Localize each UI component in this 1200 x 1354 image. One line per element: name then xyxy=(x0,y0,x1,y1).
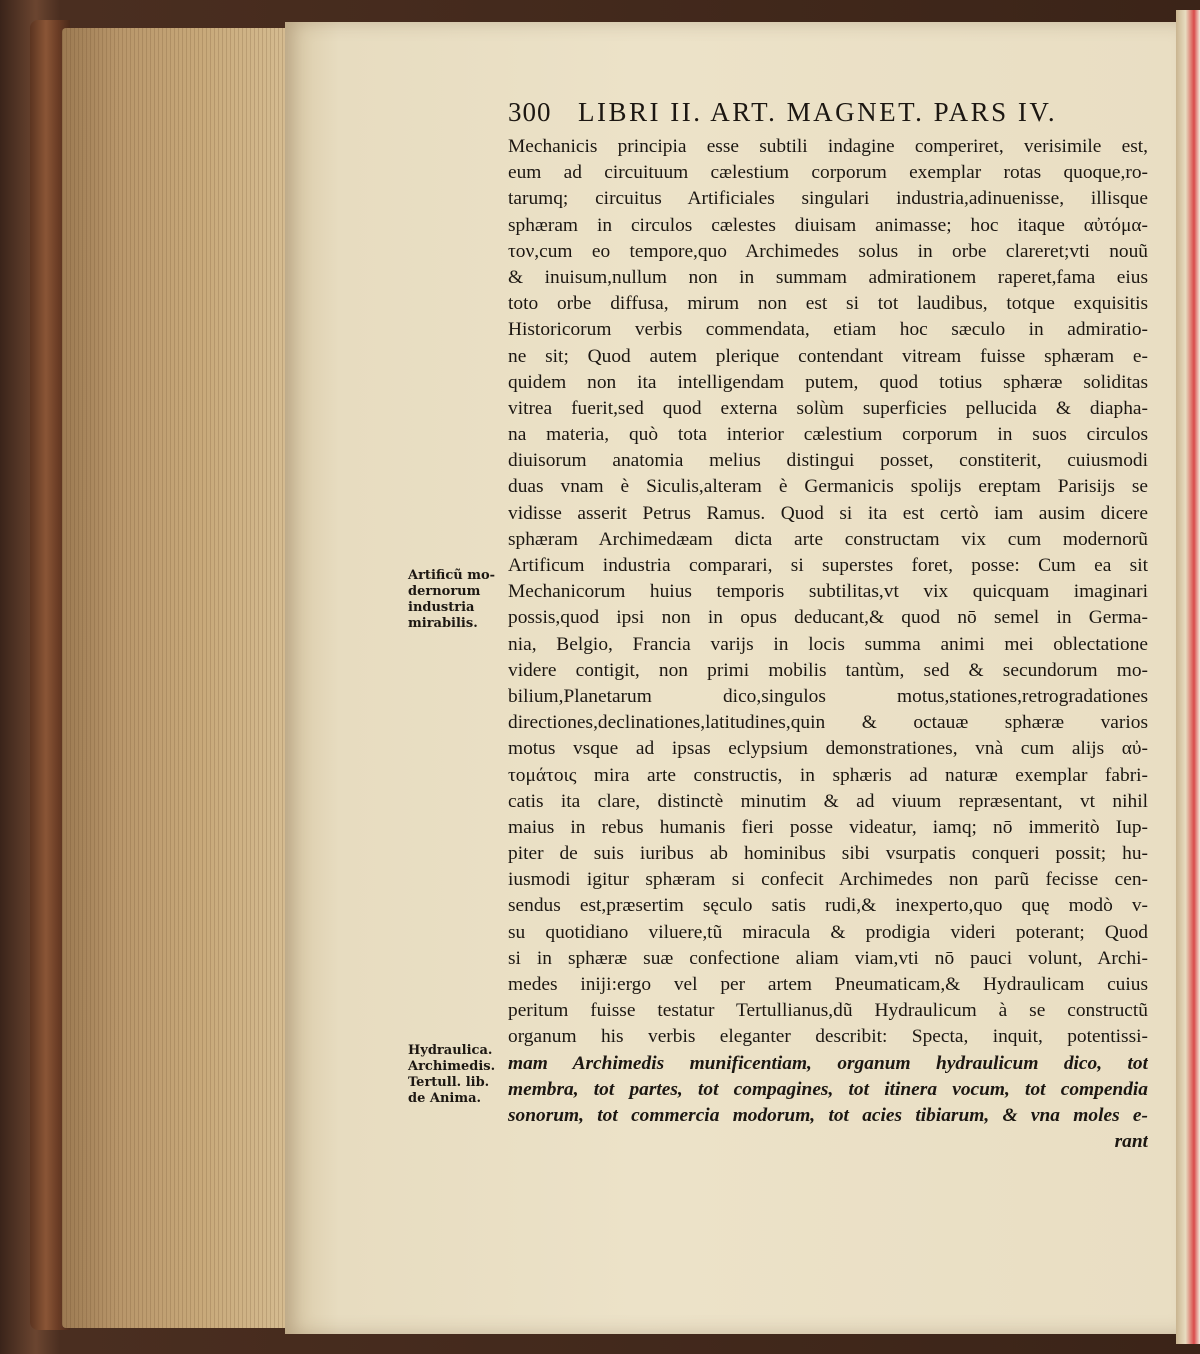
margin-note-line: Hydraulica. xyxy=(408,1043,493,1058)
text-line: possis,quod ipsi non in opus deducant,& quod nō semel in Germa- xyxy=(508,607,1148,629)
text-line: & inuisum,nullum non in summam admirationem raperet,fama eius xyxy=(508,266,1148,288)
margin-note-line: dernorum xyxy=(408,584,481,599)
facing-page-edge xyxy=(1176,10,1200,1344)
text-line: sendus est,præsertim sęculo satis rudi,& inexperto,quo quę modò v- xyxy=(508,895,1148,917)
text-line: motus vsque ad ipsas eclypsium demonstrationes, vnà cum alijs αὐ- xyxy=(508,738,1148,760)
text-line: directiones,declinationes,latitudines,quin & octauæ sphæræ varios xyxy=(508,712,1148,734)
text-line: quidem non ita intelligendam putem, quod totius sphæræ soliditas xyxy=(508,371,1148,393)
text-line: tarumq; circuitus Artificiales singulari industria,adinuenisse, illisque xyxy=(508,188,1148,210)
text-line: nia, Belgio, Francia varijs in locis summa animi mei oblectatione xyxy=(508,633,1148,655)
margin-note-line: mirabilis. xyxy=(408,616,478,631)
italic-text-line: rant xyxy=(1114,1131,1148,1153)
running-title: LIBRI II. ART. MAGNET. PARS IV. xyxy=(578,97,1058,127)
text-line: Historicorum verbis commendata, etiam hoc sæculo in admiratio- xyxy=(508,319,1148,341)
text-line: Mechanicorum huius temporis subtilitas,vt vix quicquam imaginari xyxy=(508,581,1148,603)
text-line: duas vnam è Siculis,alteram è Germanicis spolijs ereptam Parisijs se xyxy=(508,476,1148,498)
margin-note-hydraulica xyxy=(408,1043,508,1107)
text-line: piter de suis iuribus ab hominibus sibi vsurpatis conqueri possit; hu- xyxy=(508,843,1148,865)
italic-text-line: mam Archimedis munificentiam, organum hydraulicum dico, tot xyxy=(508,1052,1148,1074)
margin-note-line: Tertull. lib. xyxy=(408,1075,490,1090)
text-line: τον,cum eo tempore,quo Archimedes solus in orbe clareret;vti nouũ xyxy=(508,240,1148,262)
text-line: su quotidiano viluere,tũ miracula & prodigia videri poterant; Quod xyxy=(508,921,1148,943)
text-line: catis ita clare, distinctè minutim & ad viuum repræsentant, vt nihil xyxy=(508,790,1148,812)
text-line: Mechanicis principia esse subtili indagine comperiret, verisimile est, xyxy=(508,136,1148,157)
text-line: ne sit; Quod autem plerique contendant vitream fuisse sphæram e- xyxy=(508,345,1148,367)
margin-note-artificum xyxy=(408,568,508,632)
page-number: 300 xyxy=(508,97,552,127)
text-line: bilium,Planetarum dico,singulos motus,stationes,retrogradationes xyxy=(508,685,1148,707)
text-line: si in sphæræ suæ confectione aliam viam,vti nō pauci volunt, Archi- xyxy=(508,947,1148,969)
margin-note-line: industria xyxy=(408,600,475,615)
text-line: diuisorum anatomia melius distingui posset, constiterit, cuiusmodi xyxy=(508,450,1148,472)
text-line: iusmodi igitur sphæram si confecit Archimedes non parũ fecisse cen- xyxy=(508,869,1148,891)
text-line: Artificum industria comparari, si superstes foret, posse: Cum ea sit xyxy=(508,555,1148,576)
text-line: sphæram in circulos cælestes diuisam animasse; hoc itaque αὐτόμα- xyxy=(508,214,1148,236)
text-line: organum his verbis eleganter describit: Specta, inquit, potentissi- xyxy=(508,1026,1148,1048)
text-line: sphæram Archimedæam dicta arte constructam vix cum modernorũ xyxy=(508,528,1148,550)
text-line: eum ad circuituum cælestium corporum exemplar rotas quoque,ro- xyxy=(508,162,1148,184)
running-header xyxy=(508,97,1148,137)
margin-note-line: Artificũ mo- xyxy=(408,568,496,583)
text-line: videre contigit, non primi mobilis tantùm, sed & secundorum mo- xyxy=(508,659,1148,681)
text-line: peritum fuisse testatur Tertullianus,dũ Hydraulicum à se constructũ xyxy=(508,1000,1148,1022)
text-line: medes iniji:ergo vel per artem Pneumaticam,& Hydraulicam cuius xyxy=(508,974,1148,995)
italic-text-line: sonorum, tot commercia modorum, tot acies tibiarum, & vna moles e- xyxy=(508,1104,1148,1126)
margin-note-line: de Anima. xyxy=(408,1091,482,1106)
text-line: τομάτοις mira arte constructis, in sphæris ad naturæ exemplar fabri- xyxy=(508,764,1148,786)
text-line: na materia, quò tota interior cælestium corporum in suos circulos xyxy=(508,424,1148,446)
text-line: vitrea fuerit,sed quod externa solùm superficies pellucida & diapha- xyxy=(508,397,1148,419)
text-line: vidisse asserit Petrus Ramus. Quod si ita est certò iam ausim dicere xyxy=(508,502,1148,524)
text-line: maius in rebus humanis fieri posse videatur, iamq; nō immeritò Iup- xyxy=(508,816,1148,838)
main-text-block xyxy=(508,134,1148,1155)
margin-note-line: Archimedis. xyxy=(408,1059,496,1074)
italic-text-line: membra, tot partes, tot compagines, tot itinera vocum, tot compendia xyxy=(508,1078,1148,1100)
text-line: toto orbe diffusa, mirum non est si tot laudibus, totque exquisitis xyxy=(508,293,1148,315)
page-edges xyxy=(62,28,292,1328)
